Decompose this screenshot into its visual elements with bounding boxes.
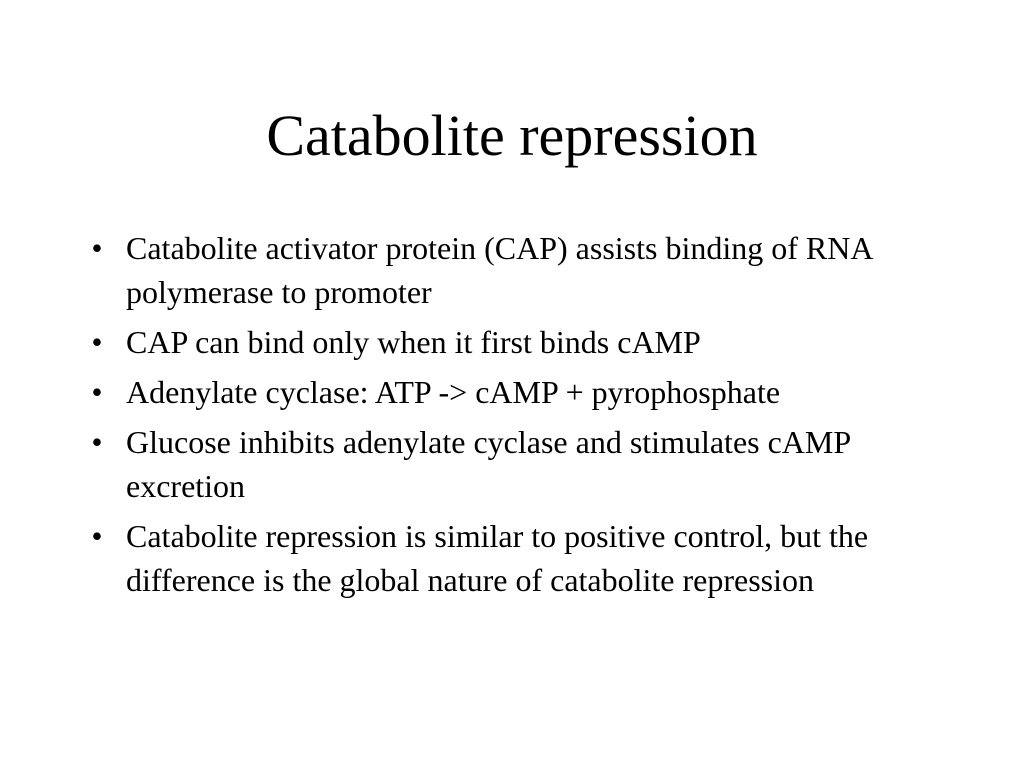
bullet-text: Catabolite repression is similar to positive control, but the difference is the global nature of catabolite repression (126, 518, 869, 598)
bullet-dot-icon: • (91, 374, 103, 410)
bullet-text: Glucose inhibits adenylate cyclase and stimulates cAMP excretion (126, 424, 850, 504)
bullet-item (82, 320, 952, 364)
bullet-dot-icon: • (91, 324, 103, 360)
bullet-dot-icon: • (91, 424, 103, 460)
bullet-dot-icon: • (91, 518, 103, 554)
bullet-item (82, 370, 952, 414)
bullet-item (82, 420, 952, 508)
slide-title: Catabolite repression (266, 103, 758, 168)
bullet-dot-icon: • (91, 230, 103, 266)
bullet-text: CAP can bind only when it first binds cAMP (126, 324, 701, 360)
bullet-item (82, 514, 952, 602)
bullet-text: Catabolite activator protein (CAP) assists binding of RNA polymerase to promoter (126, 230, 872, 310)
bullet-text: Adenylate cyclase: ATP -> cAMP + pyrophosphate (126, 374, 781, 410)
bullet-list (82, 226, 952, 608)
bullet-item (82, 226, 952, 314)
